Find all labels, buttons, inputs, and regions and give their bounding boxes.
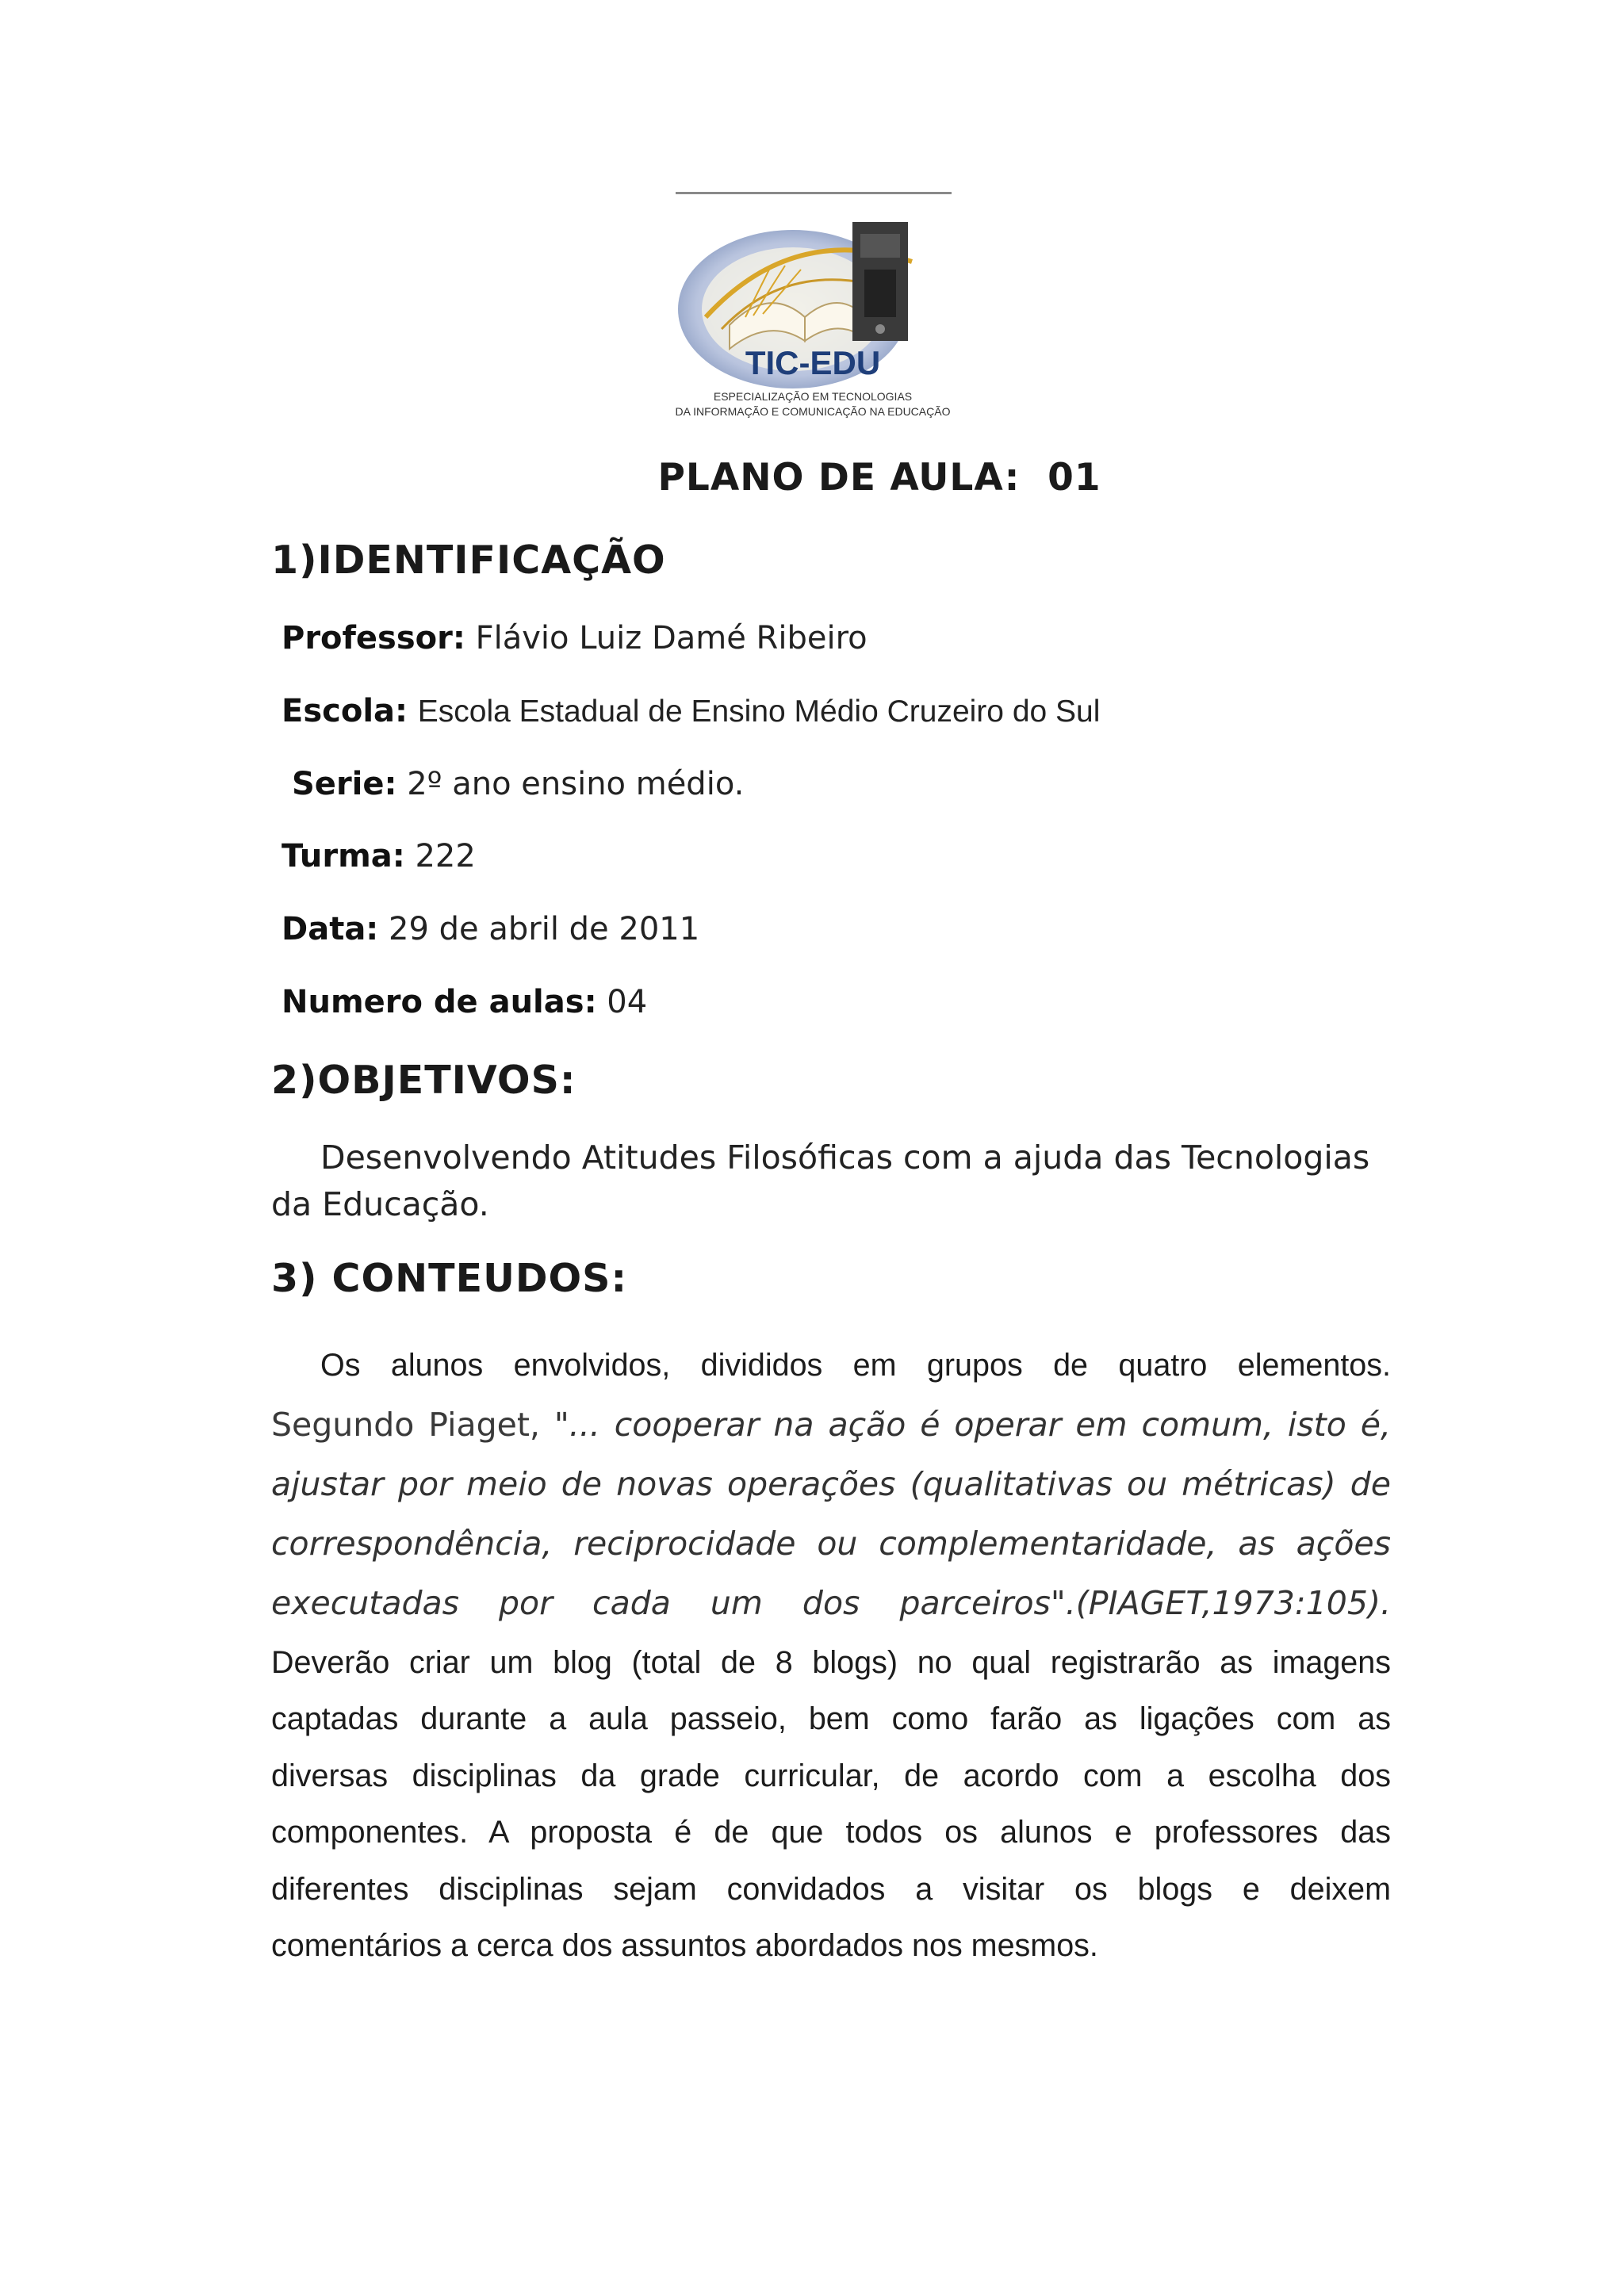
quote-text-4: executadas por cada um dos parceiros".(PIAGET,1973:105). (271, 1584, 1391, 1622)
page-title: PLANO DE AULA: 01 (657, 456, 1101, 499)
quote-intro: Segundo Piaget, (271, 1406, 554, 1444)
field-turma (282, 838, 476, 874)
conteudos-quote-line-4 (271, 1584, 1391, 1636)
quote-text-3: correspondência, reciprocidade ou complementaridade, as ações (271, 1525, 1391, 1563)
conteudos-line-7: Deverão criar um blog (total de 8 blogs) no qual registrarão as imagens (271, 1645, 1391, 1680)
conteudos-quote-line-2 (271, 1465, 1391, 1517)
field-serie-label: Serie: (292, 766, 397, 802)
field-numero-aulas-value: 04 (607, 984, 648, 1020)
conteudos-quote-line-3 (271, 1525, 1391, 1577)
field-professor-value: Flávio Luiz Damé Ribeiro (475, 620, 868, 656)
conteudos-line-10: componentes. A proposta é de que todos os alunos e professores das (271, 1815, 1391, 1850)
field-escola-value: Escola Estadual de Ensino Médio Cruzeiro do Sul (417, 695, 1101, 729)
computer-tower-icon (852, 222, 908, 341)
field-data-value: 29 de abril de 2011 (389, 911, 700, 947)
conteudos-line-11: diferentes disciplinas sejam convidados a visitar os blogs e deixem (271, 1872, 1391, 1907)
tic-edu-logo (674, 190, 952, 428)
field-numero-aulas-label: Numero de aulas: (282, 984, 597, 1020)
quote-text-1: "... cooperar na ação é operar em comum, isto é, (553, 1406, 1391, 1444)
field-escola-label: Escola: (282, 693, 408, 729)
logo-subtitle-1: ESPECIALIZAÇÃO EM TECNOLOGIAS (713, 390, 913, 403)
conteudos-quote-line-1 (271, 1406, 1391, 1458)
field-escola (282, 693, 1100, 729)
conteudos-line-12: comentários a cerca dos assuntos abordados nos mesmos. (271, 1928, 1098, 1963)
field-data (282, 911, 699, 947)
field-professor-label: Professor: (282, 620, 465, 656)
conteudos-line-1: Os alunos envolvidos, divididos em grupos de quatro elementos. (320, 1348, 1391, 1383)
logo-name: TIC-EDU (745, 344, 881, 381)
field-professor (282, 620, 868, 656)
field-serie-value: 2º ano ensino médio. (407, 766, 745, 802)
field-data-label: Data: (282, 911, 379, 947)
objetivos-text-line-2: da Educação. (271, 1185, 489, 1223)
section-conteudos-heading: 3) CONTEUDOS: (271, 1256, 628, 1301)
section-objetivos-heading: 2)OBJETIVOS: (271, 1058, 576, 1103)
conteudos-line-9: diversas disciplinas da grade curricular, de acordo com a escolha dos (271, 1758, 1391, 1793)
field-numero-aulas (282, 984, 647, 1020)
objetivos-text-line-1: Desenvolvendo Atitudes Filosóficas com a ajuda das Tecnologias (320, 1138, 1370, 1177)
section-identificacao-heading: 1)IDENTIFICAÇÃO (271, 538, 666, 583)
logo-subtitle-2: DA INFORMAÇÃO E COMUNICAÇÃO NA EDUCAÇÃO (675, 405, 951, 418)
conteudos-line-8: captadas durante a aula passeio, bem como farão as ligações com as (271, 1701, 1391, 1736)
field-turma-value: 222 (415, 838, 476, 874)
field-serie (292, 766, 744, 802)
field-turma-label: Turma: (282, 838, 405, 874)
quote-text-2: ajustar por meio de novas operações (qualitativas ou métricas) de (271, 1465, 1391, 1503)
